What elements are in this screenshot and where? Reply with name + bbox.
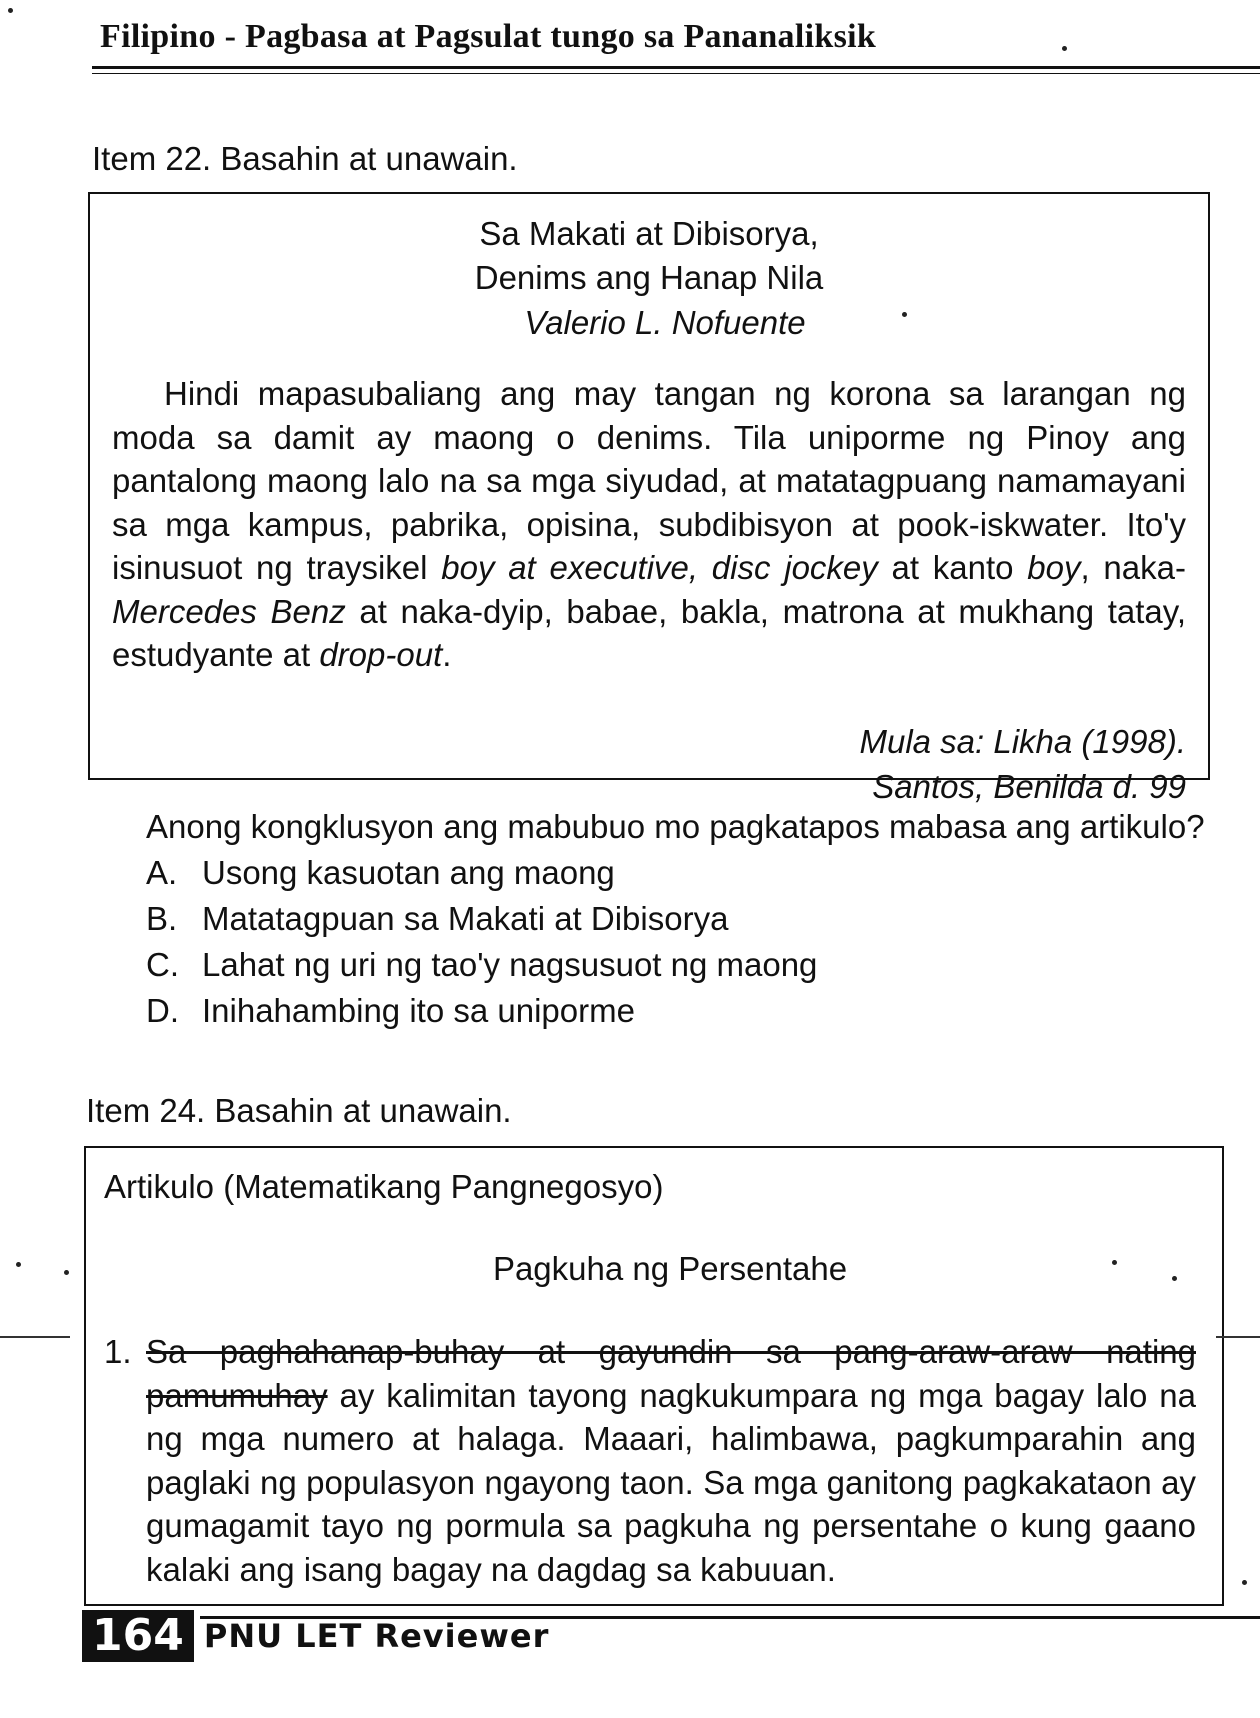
choice-letter: A.	[146, 854, 178, 891]
scan-speck	[1242, 1580, 1247, 1585]
choice-letter: D.	[146, 992, 179, 1029]
paragraph-part: boy	[1027, 549, 1081, 586]
article-title-line-1: Sa Makati at Dibisorya,	[479, 215, 819, 252]
footer-title: PNU LET Reviewer	[203, 1617, 550, 1655]
page-footer	[82, 1610, 549, 1662]
header-rule-thin	[92, 73, 1260, 74]
header-rule	[92, 66, 1260, 69]
article-list-item	[104, 1330, 1196, 1591]
scan-edge-line-right	[1216, 1336, 1260, 1338]
question-text: Anong kongklusyon ang mabubuo mo pagkatapos mabasa ang artikulo?	[146, 808, 1205, 845]
choice-text: Inihahambing ito sa uniporme	[202, 992, 635, 1029]
article-title: Pagkuha ng Persentahe	[492, 1250, 848, 1287]
paragraph-part: Mercedes Benz	[112, 592, 346, 630]
item-24-label: Item 24. Basahin at unawain.	[86, 1092, 512, 1129]
list-number: 1.	[104, 1333, 132, 1370]
choice-text: Usong kasuotan ang maong	[202, 854, 615, 891]
scan-speck	[64, 1270, 69, 1275]
article-paragraph	[112, 372, 1186, 677]
paragraph-part: at naka-dyip, babae, bakla, matrona at mukhang tatay, estudyante at	[112, 592, 1187, 673]
choice-d	[146, 988, 1226, 1034]
choice-c	[146, 942, 1226, 988]
choice-letter: B.	[146, 900, 178, 937]
article-source-line-1: Mula sa: Likha (1998).	[859, 722, 1186, 760]
scan-edge-line-left	[0, 1336, 70, 1338]
struck-line: Sa paghahanap-buhay at gayundin sa pang-araw-araw nating pamumuhay	[146, 1333, 1196, 1414]
header-title: Filipino - Pagbasa at Pagsulat tungo sa Pananaliksik	[100, 18, 877, 55]
item-22-question-block	[146, 804, 1226, 1034]
scan-speck	[1172, 1276, 1177, 1281]
item-24-article-box	[84, 1146, 1224, 1606]
paragraph-part: , naka-	[1080, 549, 1186, 586]
page-header	[92, 18, 1260, 56]
choice-text: Matatagpuan sa Makati at Dibisorya	[202, 900, 729, 937]
item-22-label: Item 22. Basahin at unawain.	[92, 140, 518, 177]
paragraph-part: Hindi mapasubaliang ang may tangan ng korona sa larangan ng moda sa damit ay maong o denims. Tila uniporme ng Pinoy ang pantalong maong lalo na sa mga siyudad, at matatagpuang namamayani sa mga kampus, pabrika, opisina, subdibisyon at pook-iskwater. Ito'y isinusuot ng traysikel	[112, 375, 1186, 586]
choice-letter: C.	[146, 946, 179, 983]
page-number: 164	[82, 1610, 194, 1662]
paragraph-part: .	[442, 636, 452, 673]
choice-b	[146, 896, 1226, 942]
paragraph-part: boy at executive, disc jockey	[441, 549, 878, 586]
article-source-line-2: Santos, Benilda d. 99	[872, 767, 1186, 805]
choice-text: Lahat ng uri ng tao'y nagsusuot ng maong	[202, 946, 818, 983]
paragraph-part: at kanto	[877, 549, 1028, 586]
scan-speck	[8, 8, 13, 13]
list-text: ay kalimitan tayong nagkukumpara ng mga bagay lalo na ng mga numero at halaga. Maaari, halimbawa, pagkumparahin ang paglaki ng populasyon ngayong taon. Sa mga ganitong pagkakataon ay gumagamit tayo ng pormula sa pagkuha ng persentahe o kung gaano kalaki ang isang bagay na dagdag sa kabuuan.	[146, 1376, 1196, 1588]
article-category: Artikulo (Matematikang Pangnegosyo)	[104, 1168, 664, 1205]
paragraph-part: drop-out	[319, 636, 443, 673]
scan-speck	[1112, 1260, 1117, 1265]
scan-speck	[16, 1262, 21, 1267]
article-title-line-2: Denims ang Hanap Nila	[474, 259, 824, 296]
scan-speck	[902, 312, 907, 317]
item-22-article-box	[88, 192, 1210, 805]
list-body	[146, 1330, 1196, 1591]
scan-speck	[1062, 46, 1067, 51]
article-author: Valerio L. Nofuente	[524, 304, 806, 341]
choice-a	[146, 850, 1226, 896]
